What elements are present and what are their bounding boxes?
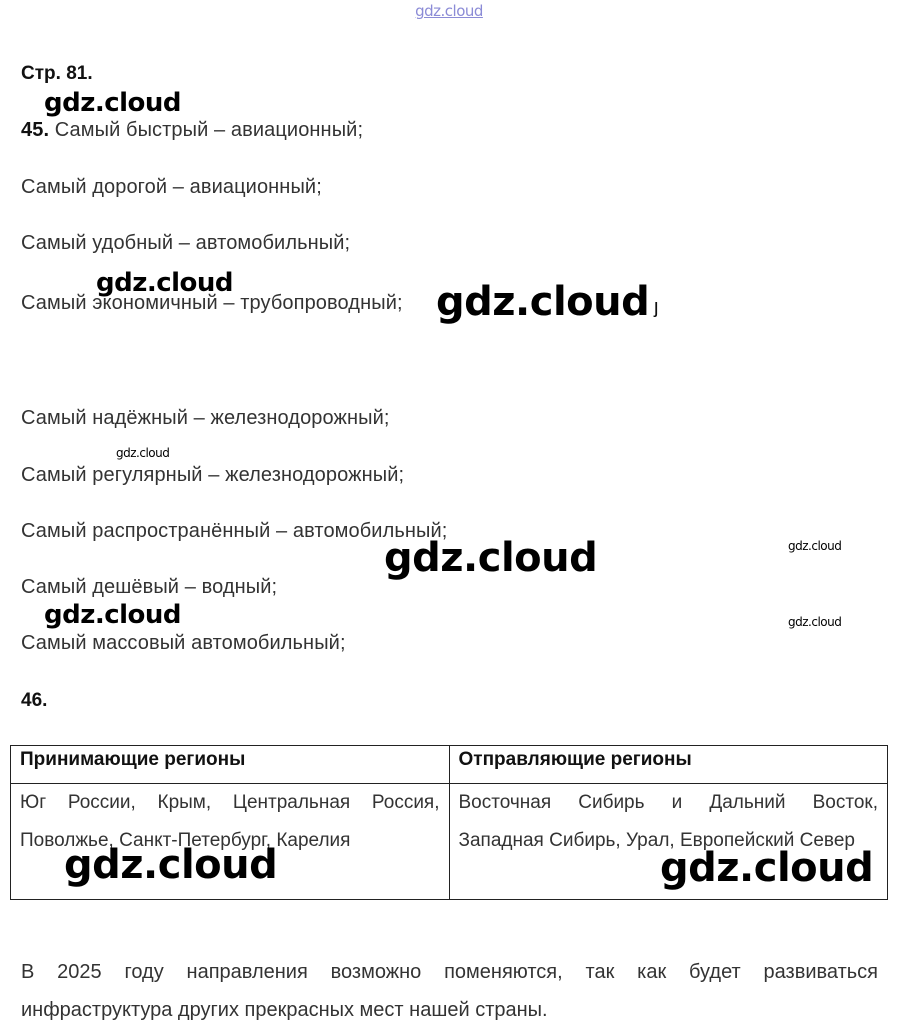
task-45-line-1-text: Самый быстрый – авиационный; xyxy=(54,119,364,141)
site-link[interactable]: gdz.cloud xyxy=(415,2,483,20)
stray-mark: ȷ xyxy=(654,296,659,318)
header-sending: Отправляющие регионы xyxy=(449,746,888,784)
table-header-row xyxy=(11,746,888,784)
watermark: gdz.cloud xyxy=(44,600,182,630)
watermark: gdz.cloud xyxy=(788,615,842,629)
watermark: gdz.cloud xyxy=(788,539,842,553)
task-45-line-5: Самый надёжный – железнодорожный; xyxy=(21,407,390,429)
task-46-number: 46. xyxy=(21,690,48,711)
task-45-number: 45. xyxy=(21,119,50,141)
task-45-line-8: Самый дешёвый – водный; xyxy=(21,576,278,598)
task-45-line-2: Самый дорогой – авиационный; xyxy=(21,176,322,198)
watermark: gdz.cloud xyxy=(44,88,182,118)
watermark: gdz.cloud xyxy=(384,535,598,581)
watermark: gdz.cloud xyxy=(660,845,874,891)
task-45-line-4: Самый экономичный – трубопроводный; xyxy=(21,292,403,314)
watermark: gdz.cloud xyxy=(116,446,170,460)
task-45-line-6: Самый регулярный – железнодорожный; xyxy=(21,464,405,486)
task-45-line-3: Самый удобный – автомобильный; xyxy=(21,232,351,254)
header-receiving: Принимающие регионы xyxy=(11,746,450,784)
watermark: gdz.cloud xyxy=(96,268,234,298)
watermark: gdz.cloud xyxy=(64,842,278,888)
page-number: Стр. 81. xyxy=(21,63,93,84)
watermark: gdz.cloud xyxy=(436,279,650,325)
cell-receiving: Юг России, Крым, Центральная Россия, Поволжье, Санкт-Петербург, Карелия xyxy=(11,784,450,900)
cell-sending: Восточная Сибирь и Дальний Восток, Западная Сибирь, Урал, Европейский Север xyxy=(449,784,888,900)
task-45-line-1 xyxy=(21,119,363,142)
task-45-line-7: Самый распространённый – автомобильный; xyxy=(21,520,448,542)
task-46-conclusion: В 2025 году направления возможно поменяются, так как будет развиваться инфраструктура других прекрасных мест нашей страны. xyxy=(21,961,878,1021)
task-45-line-9: Самый массовый автомобильный; xyxy=(21,632,346,654)
